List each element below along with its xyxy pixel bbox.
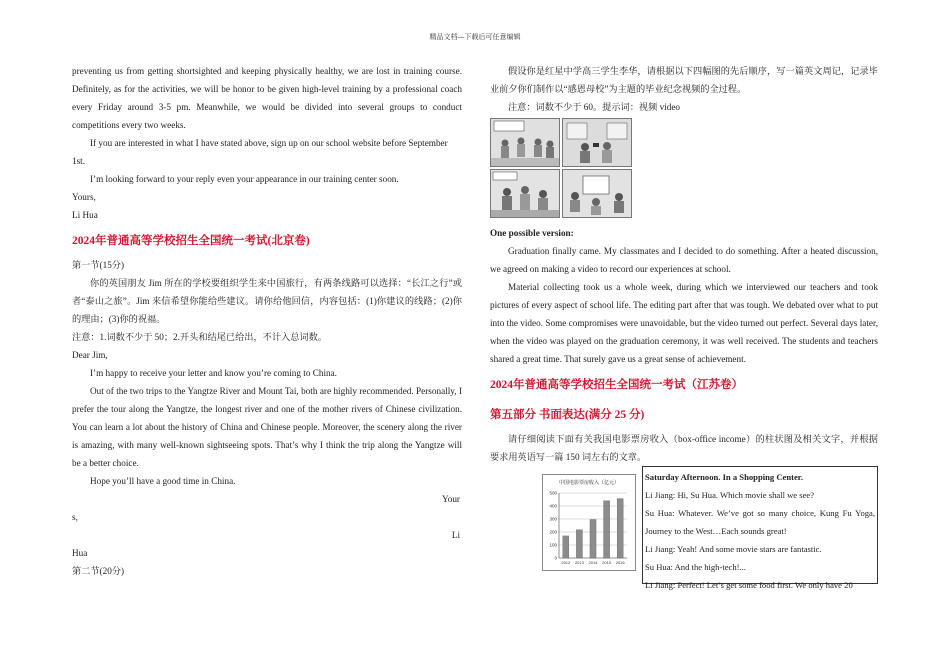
writing-prompt: 假设你是红星中学高三学生李华，请根据以下四幅图的先后顺序，写一篇英文周记，记录毕业前夕你们制作以“感恩母校”为主题的毕业纪念视频的全过程。 [490, 66, 878, 94]
section-1-heading: 第一节(15分) [72, 260, 125, 270]
dialog-title: Saturday Afternoon. In a Shopping Center. [645, 472, 803, 482]
jiangsu-task: 请仔细阅读下面有关我国电影票房收入（box-office income）的柱状图及相关文字，并根据要求用英语写一篇 150 词左右的文章。 [490, 434, 878, 462]
four-picture-prompt [490, 118, 878, 218]
y-tick-label: 300 [549, 516, 557, 522]
x-tick-label: 2014 [588, 560, 598, 565]
chart-and-dialog [490, 466, 878, 590]
reply-line-1: I’m happy to receive your letter and know you’re coming to China. [90, 368, 337, 378]
reply-closing-part-1: Your [442, 494, 460, 504]
reply-signature-part-2: Hua [72, 548, 88, 558]
reply-line-2: Out of the two trips to the Yangtze River and Mount Tai, both are highly recommended. Personally, I prefer the tour along the Yangtze, the longest river and one of the mother rivers of Chinese civilization. You can learn a lot about the history of China and Chinese people. Moreover, the scenery along the river is amazing, with many well-known sightseeing spots. That’s why I think the trip along the Yangtze will be a better choice. [72, 386, 462, 468]
dialog-line: Li Jiang: Perfect! Let’s get some food first. We only have 20 [645, 580, 853, 590]
beijing-exam-title: 2024年普通高等学校招生全国统一考试(北京卷) [72, 235, 310, 247]
letter-salutation: Dear Jim, [72, 350, 108, 360]
letter-paragraph-2: If you are interested in what I have stated above, sign up on our school website before September 1st. [72, 138, 448, 166]
jiangsu-exam-title: 2024年普通高等学校招生全国统一考试（江苏卷） [490, 379, 743, 391]
bar [604, 501, 610, 558]
right-column [490, 62, 878, 590]
writing-part-title: 第五部分 书面表达(满分 25 分) [490, 409, 645, 421]
section-2-heading: 第二节(20分) [72, 566, 125, 576]
y-tick-label: 200 [549, 529, 557, 535]
chart-title: 中国电影票房收入（亿元） [558, 481, 619, 486]
page-header: 精品文档---下载后可任意编辑 [429, 33, 521, 41]
letter-signature: Li Hua [72, 210, 98, 220]
bar [576, 530, 582, 558]
dialog-line: Su Hua: Whatever. We’ve got so many choice, Kung Fu Yoga, Journey to the West…Each sounds great! [645, 508, 875, 536]
beijing-prompt: 你的英国朋友 Jim 所在的学校要组织学生来中国旅行，有两条线路可以选择：“长江之行”或者“泰山之旅”。Jim 来信希望你能给些建议。请你给他回信，内容包括：(1)你建议的线路；(2)你的理由；(3)你的祝福。 [72, 278, 462, 324]
box-office-chart [542, 474, 636, 571]
x-tick-label: 2015 [602, 560, 612, 565]
y-tick-label: 400 [549, 503, 557, 509]
picture-taking-photos [562, 118, 632, 167]
letter-paragraph-3: I’m looking forward to your reply even your appearance in our training center soon. [90, 174, 399, 184]
reply-closing-part-2: s, [72, 512, 78, 522]
picture-interview [490, 169, 560, 218]
bar [617, 499, 623, 558]
y-tick-label: 0 [554, 555, 557, 561]
letter-paragraph-1: preventing us from getting shortsighted and keeping physically healthy, we are lost in training course. Definitely, as for the activities, we will be honor to be given high-level training by a professional coach every Friday around 3-5 pm. Meanwhile, we would be divided into several groups to conduct competitions every two weeks. [72, 66, 462, 130]
bar [563, 536, 569, 558]
sample-paragraph-1: Graduation finally came. My classmates and I decided to do something. After a heated discussion, we agreed on making a video to record our experiences at school. [490, 246, 878, 274]
beijing-note: 注意：1.词数不少于 50；2.开头和结尾已给出，不计入总词数。 [72, 332, 327, 342]
dialog-line: Li Jiang: Yeah! And some movie stars are fantastic. [645, 544, 822, 554]
x-tick-label: 2013 [574, 560, 584, 565]
x-tick-label: 2012 [561, 560, 571, 565]
picture-editing-video [562, 169, 632, 218]
reply-signature-part-1: Li [451, 530, 460, 540]
x-tick-label: 2016 [615, 560, 625, 565]
y-tick-label: 500 [549, 490, 557, 496]
dialog-box [642, 466, 878, 590]
left-column [72, 62, 462, 580]
letter-closing: Yours, [72, 192, 96, 202]
sample-answer-heading: One possible version: [490, 228, 574, 238]
bar [590, 520, 596, 558]
reply-line-3: Hope you’ll have a good time in China. [90, 476, 236, 486]
sample-paragraph-2: Material collecting took us a whole week, during which we interviewed our teachers and took pictures of every aspect of school life. The editing part after that was tough. We debated over what to put into the video. Some compromises were unavoidable, but the video turned out perfect. Several days later, when the video was played on the graduation ceremony, it was well received. The students and teachers shared a great time. That surely gave us a great sense of achievement. [490, 282, 878, 364]
writing-note: 注意：词数不少于 60。提示词：视频 video [508, 102, 681, 112]
dialog-line: Li Jiang: Hi, Su Hua. Which movie shall we see? [645, 490, 815, 500]
picture-classroom-discussion [490, 118, 560, 167]
y-tick-label: 100 [549, 542, 557, 548]
chart-plot [543, 475, 635, 570]
dialog-line: Su Hua: And the high-tech!... [645, 562, 746, 572]
